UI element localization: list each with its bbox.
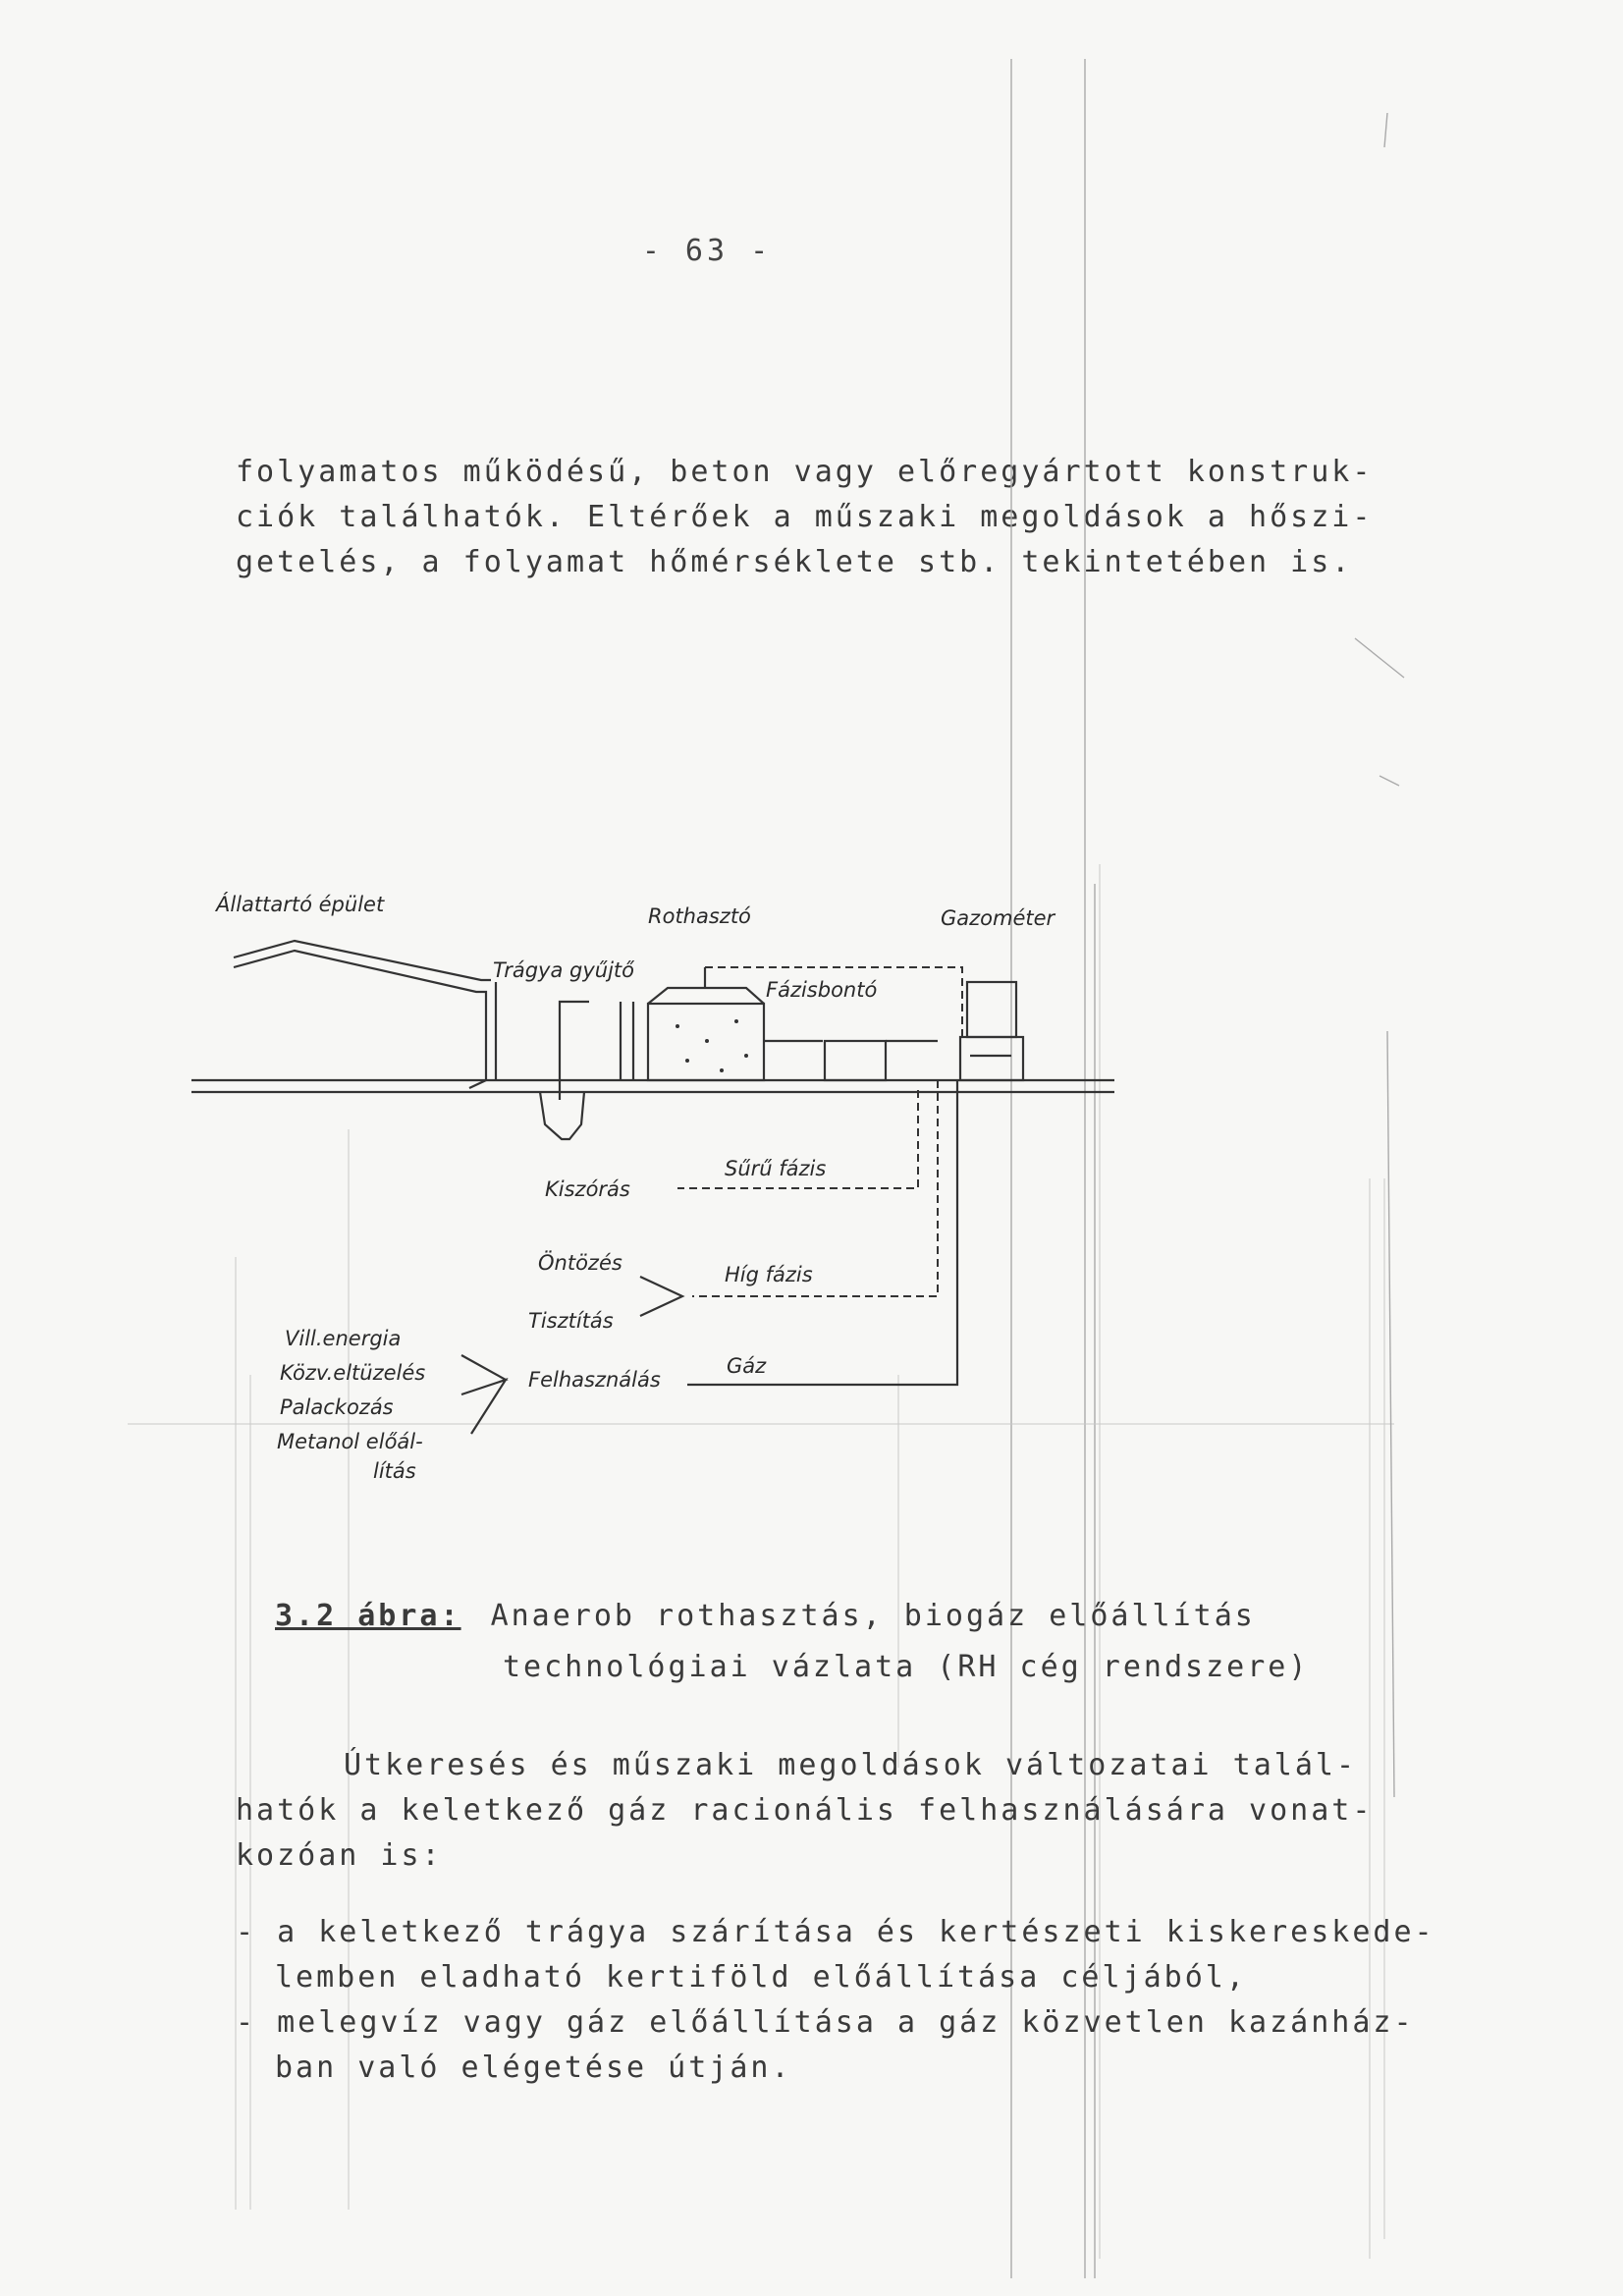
label-barn: Állattartó épület [216,893,385,916]
label-cleaning: Tisztítás [528,1309,614,1333]
label-digester: Rothasztó [648,904,751,928]
text-line: folyamatos működésű, beton vagy előregyártott konstruk- [236,455,1374,489]
branch-arrow [640,1277,682,1316]
list-item-continuation: ban való elégetése útján. [275,2050,792,2085]
label-phase-separator: Fázisbontó [766,978,878,1002]
label-irrigation: Öntözés [538,1251,622,1275]
label-gasometer: Gazométer [941,906,1055,930]
text-line: Útkeresés és műszaki megoldások változatai talál- [344,1748,1358,1782]
manure-collector [540,1002,633,1139]
text-line: kozóan is: [236,1838,443,1873]
label-bottling: Palackozás [280,1395,394,1419]
page-number: - 63 - [641,234,773,268]
label-spreading: Kiszórás [545,1177,630,1201]
label-thick-phase: Sűrű fázis [725,1157,827,1180]
text-line: hatók a keletkező gáz racionális felhasználására vonat- [236,1793,1374,1828]
list-item: - melegvíz vagy gáz előállítása a gáz közvetlen kazánház- [236,2005,1415,2040]
label-methanol-1: Metanol előál- [277,1430,423,1453]
label-manure-collector: Trágya gyűjtő [493,958,634,982]
barn-building [234,941,496,1088]
text-line: ciók találhatók. Eltérőek a műszaki megoldások a hőszi- [236,500,1374,534]
caption-label: 3.2 ábra: [275,1599,461,1633]
label-use: Felhasználás [528,1368,661,1392]
gasometer [960,982,1023,1080]
figure-caption [275,1591,1355,1693]
caption-line-1: Anaerob rothasztás, biogáz előállítás [490,1599,1256,1633]
solutions-paragraph [236,1743,1394,1879]
list-item-continuation: lemben eladható kertiföld előállítása céljából, [275,1960,1247,1995]
gas-line [687,1080,957,1385]
label-heating: Közv.eltüzelés [280,1361,426,1385]
label-methanol-2: lítás [373,1459,416,1483]
caption-line-2: technológiai vázlata (RH cég rendszere) [503,1650,1310,1684]
phase-separator [825,1041,938,1080]
list-item: - a keletkező trágya szárítása és kertészeti kiskereskede- [236,1915,1435,1949]
label-electricity: Vill.energia [285,1327,402,1350]
bullet-list [236,1910,1435,2091]
use-branch [461,1355,506,1434]
label-thin-phase: Híg fázis [725,1263,813,1286]
text-line: getelés, a folyamat hőmérséklete stb. tekintetében is. [236,545,1353,579]
label-gas: Gáz [727,1354,767,1378]
